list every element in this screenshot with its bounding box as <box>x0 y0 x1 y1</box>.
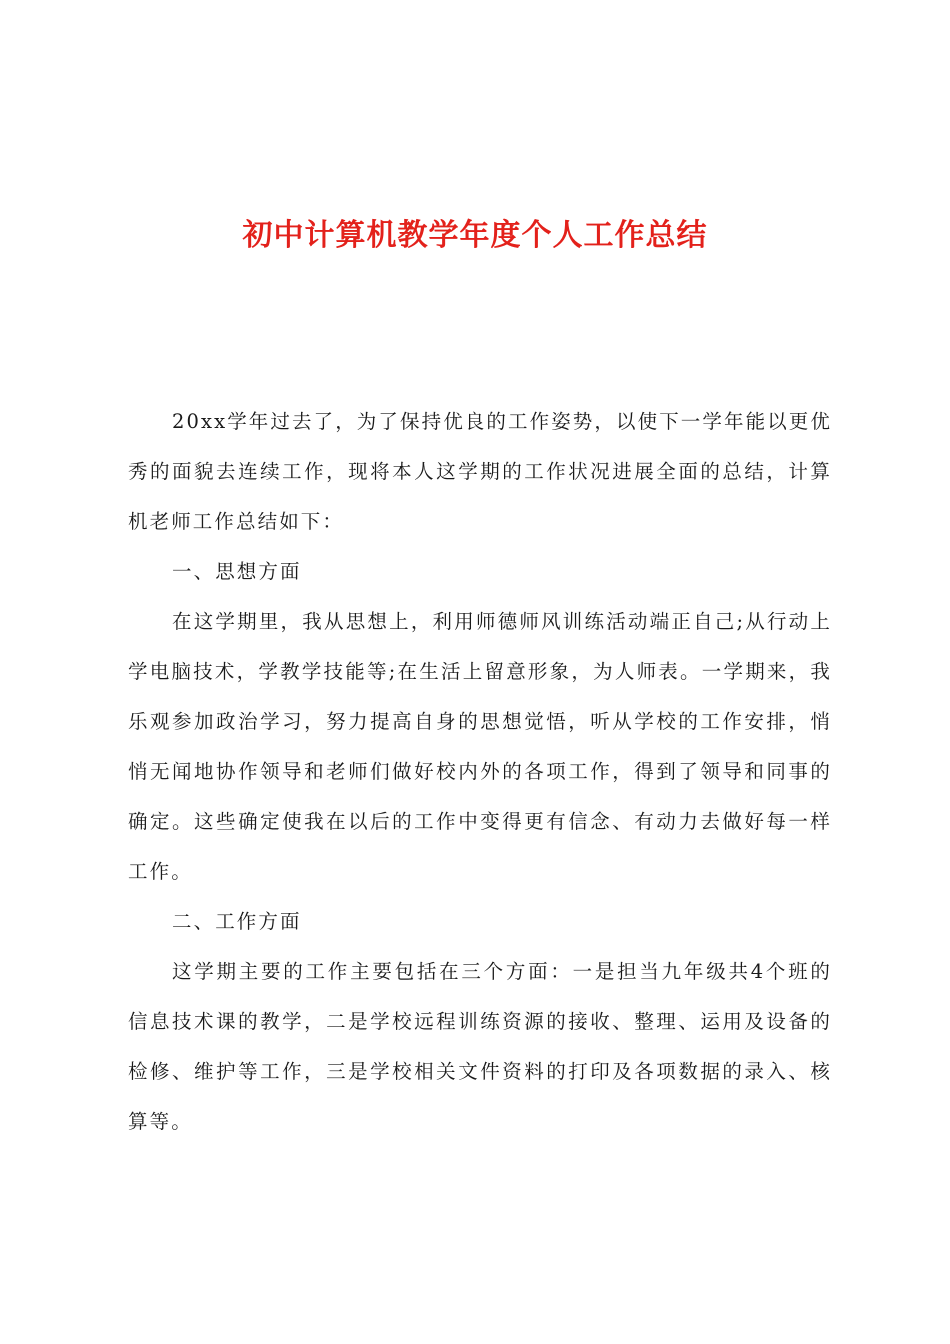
section-heading-work: 二、工作方面 <box>172 910 302 933</box>
section-heading-thought: 一、思想方面 <box>172 560 302 583</box>
document-body <box>128 397 832 1147</box>
paragraph-work: 这学期主要的工作主要包括在三个方面：一是担当九年级共4个班的信息技术课的教学，二是学校远程训练资源的接收、整理、运用及设备的检修、维护等工作，三是学校相关文件资料的打印及各项数据的录入、核算等。 <box>128 960 832 1133</box>
paragraph-intro: 20xx学年过去了，为了保持优良的工作姿势，以使下一学年能以更优秀的面貌去连续工作，现将本人这学期的工作状况进展全面的总结，计算机老师工作总结如下： <box>128 410 833 533</box>
document-title: 初中计算机教学年度个人工作总结 <box>242 218 708 253</box>
paragraph-thought: 在这学期里，我从思想上，利用师德师风训练活动端正自己;从行动上学电脑技术，学教学技能等;在生活上留意形象，为人师表。一学期来，我乐观参加政治学习，努力提高自身的思想觉悟，听从学校的工作安排，悄悄无闻地协作领导和老师们做好校内外的各项工作，得到了领导和同事的确定。这些确定使我在以后的工作中变得更有信念、有动力去做好每一样工作。 <box>128 610 832 883</box>
